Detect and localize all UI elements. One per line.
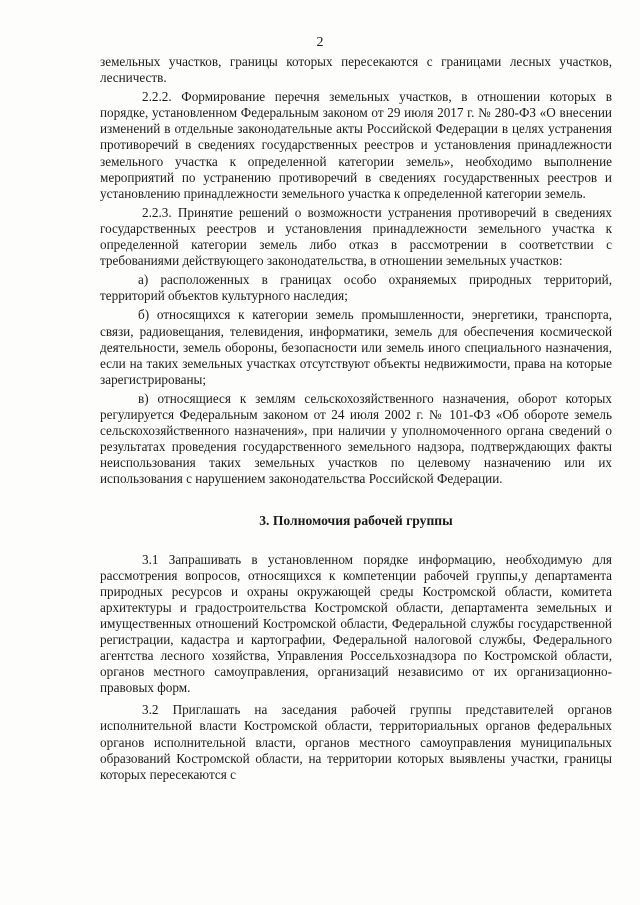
paragraph-3-2: 3.2 Приглашать на заседания рабочей группы представителей органов исполнительной власти Костромской области, территориальных органов федеральных органов исполнительной власти, органов местного самоуправления муниципальных образований Костромской области, на территории которых выявлены участки, границы которых пересекаются с xyxy=(100,702,612,782)
paragraph-2-2-3: 2.2.3. Принятие решений о возможности устранения противоречий в сведениях государственных реестров и установления принадлежности земельного участка к определенной категории земель либо отказ в рассмотрении в соответствии с требованиями действующего законодательства, в отношении земельных участков: xyxy=(100,204,612,269)
list-item-v: в) относящиеся к землям сельскохозяйственного назначения, оборот которых регулируется Федеральным законом от 24 июля 2002 г. № 101-ФЗ «Об обороте земель сельскохозяйственного назначения», при наличии у уполномоченного органа сведений о результатах проведения государственного земельного надзора, подтверждающих факты неиспользования таких земельных участков по целевому назначению или их использования с нарушением законодательства Российской Федерации. xyxy=(100,390,612,487)
list-item-a: а) расположенных в границах особо охраняемых природных территорий, территорий объектов культурного наследия; xyxy=(100,272,612,304)
list-item-b: б) относящихся к категории земель промышленности, энергетики, транспорта, связи, радиовещания, телевидения, информатики, земель для обеспечения космической деятельности, земель обороны, безопасности или земель иного специального назначения, если на таких земельных участках отсутствуют объекты недвижимости, права на которые зарегистрированы; xyxy=(100,307,612,387)
section-heading: 3. Полномочия рабочей группы xyxy=(259,513,453,529)
page-number: 2 xyxy=(316,35,324,50)
document-body xyxy=(100,54,612,783)
paragraph-3-1: 3.1 Запрашивать в установленном порядке информацию, необходимую для рассмотрения вопросов, относящихся к компетенции рабочей группы,у департамента природных ресурсов и охраны окружающей среды Костромской области, комитета архитектуры и градостроительства Костромской области, департамента земельных и имущественных отношений Костромской области, Федеральной службы государственной регистрации, кадастра и картографии, Федеральной налоговой службы, Федерального агентства лесного хозяйства, Управления Россельхознадзора по Костромской области, органов местного самоуправления, организаций независимо от их организационно-правовых форм. xyxy=(100,551,612,696)
paragraph-continuation: земельных участков, границы которых пересекаются с границами лесных участков, лесничеств. xyxy=(100,54,612,86)
paragraph-2-2-2: 2.2.2. Формирование перечня земельных участков, в отношении которых в порядке, установленном Федеральным законом от 29 июля 2017 г. № 280-ФЗ «О внесении изменений в отдельные законодательные акты Российской Федерации в целях устранения противоречий в сведениях государственных реестров и установления принадлежности земельного участка к определенной категории земель», необходимо выполнение мероприятий по устранению противоречий в сведениях государственных реестров и установлению принадлежности земельного участка к определенной категории земель. xyxy=(100,89,612,201)
